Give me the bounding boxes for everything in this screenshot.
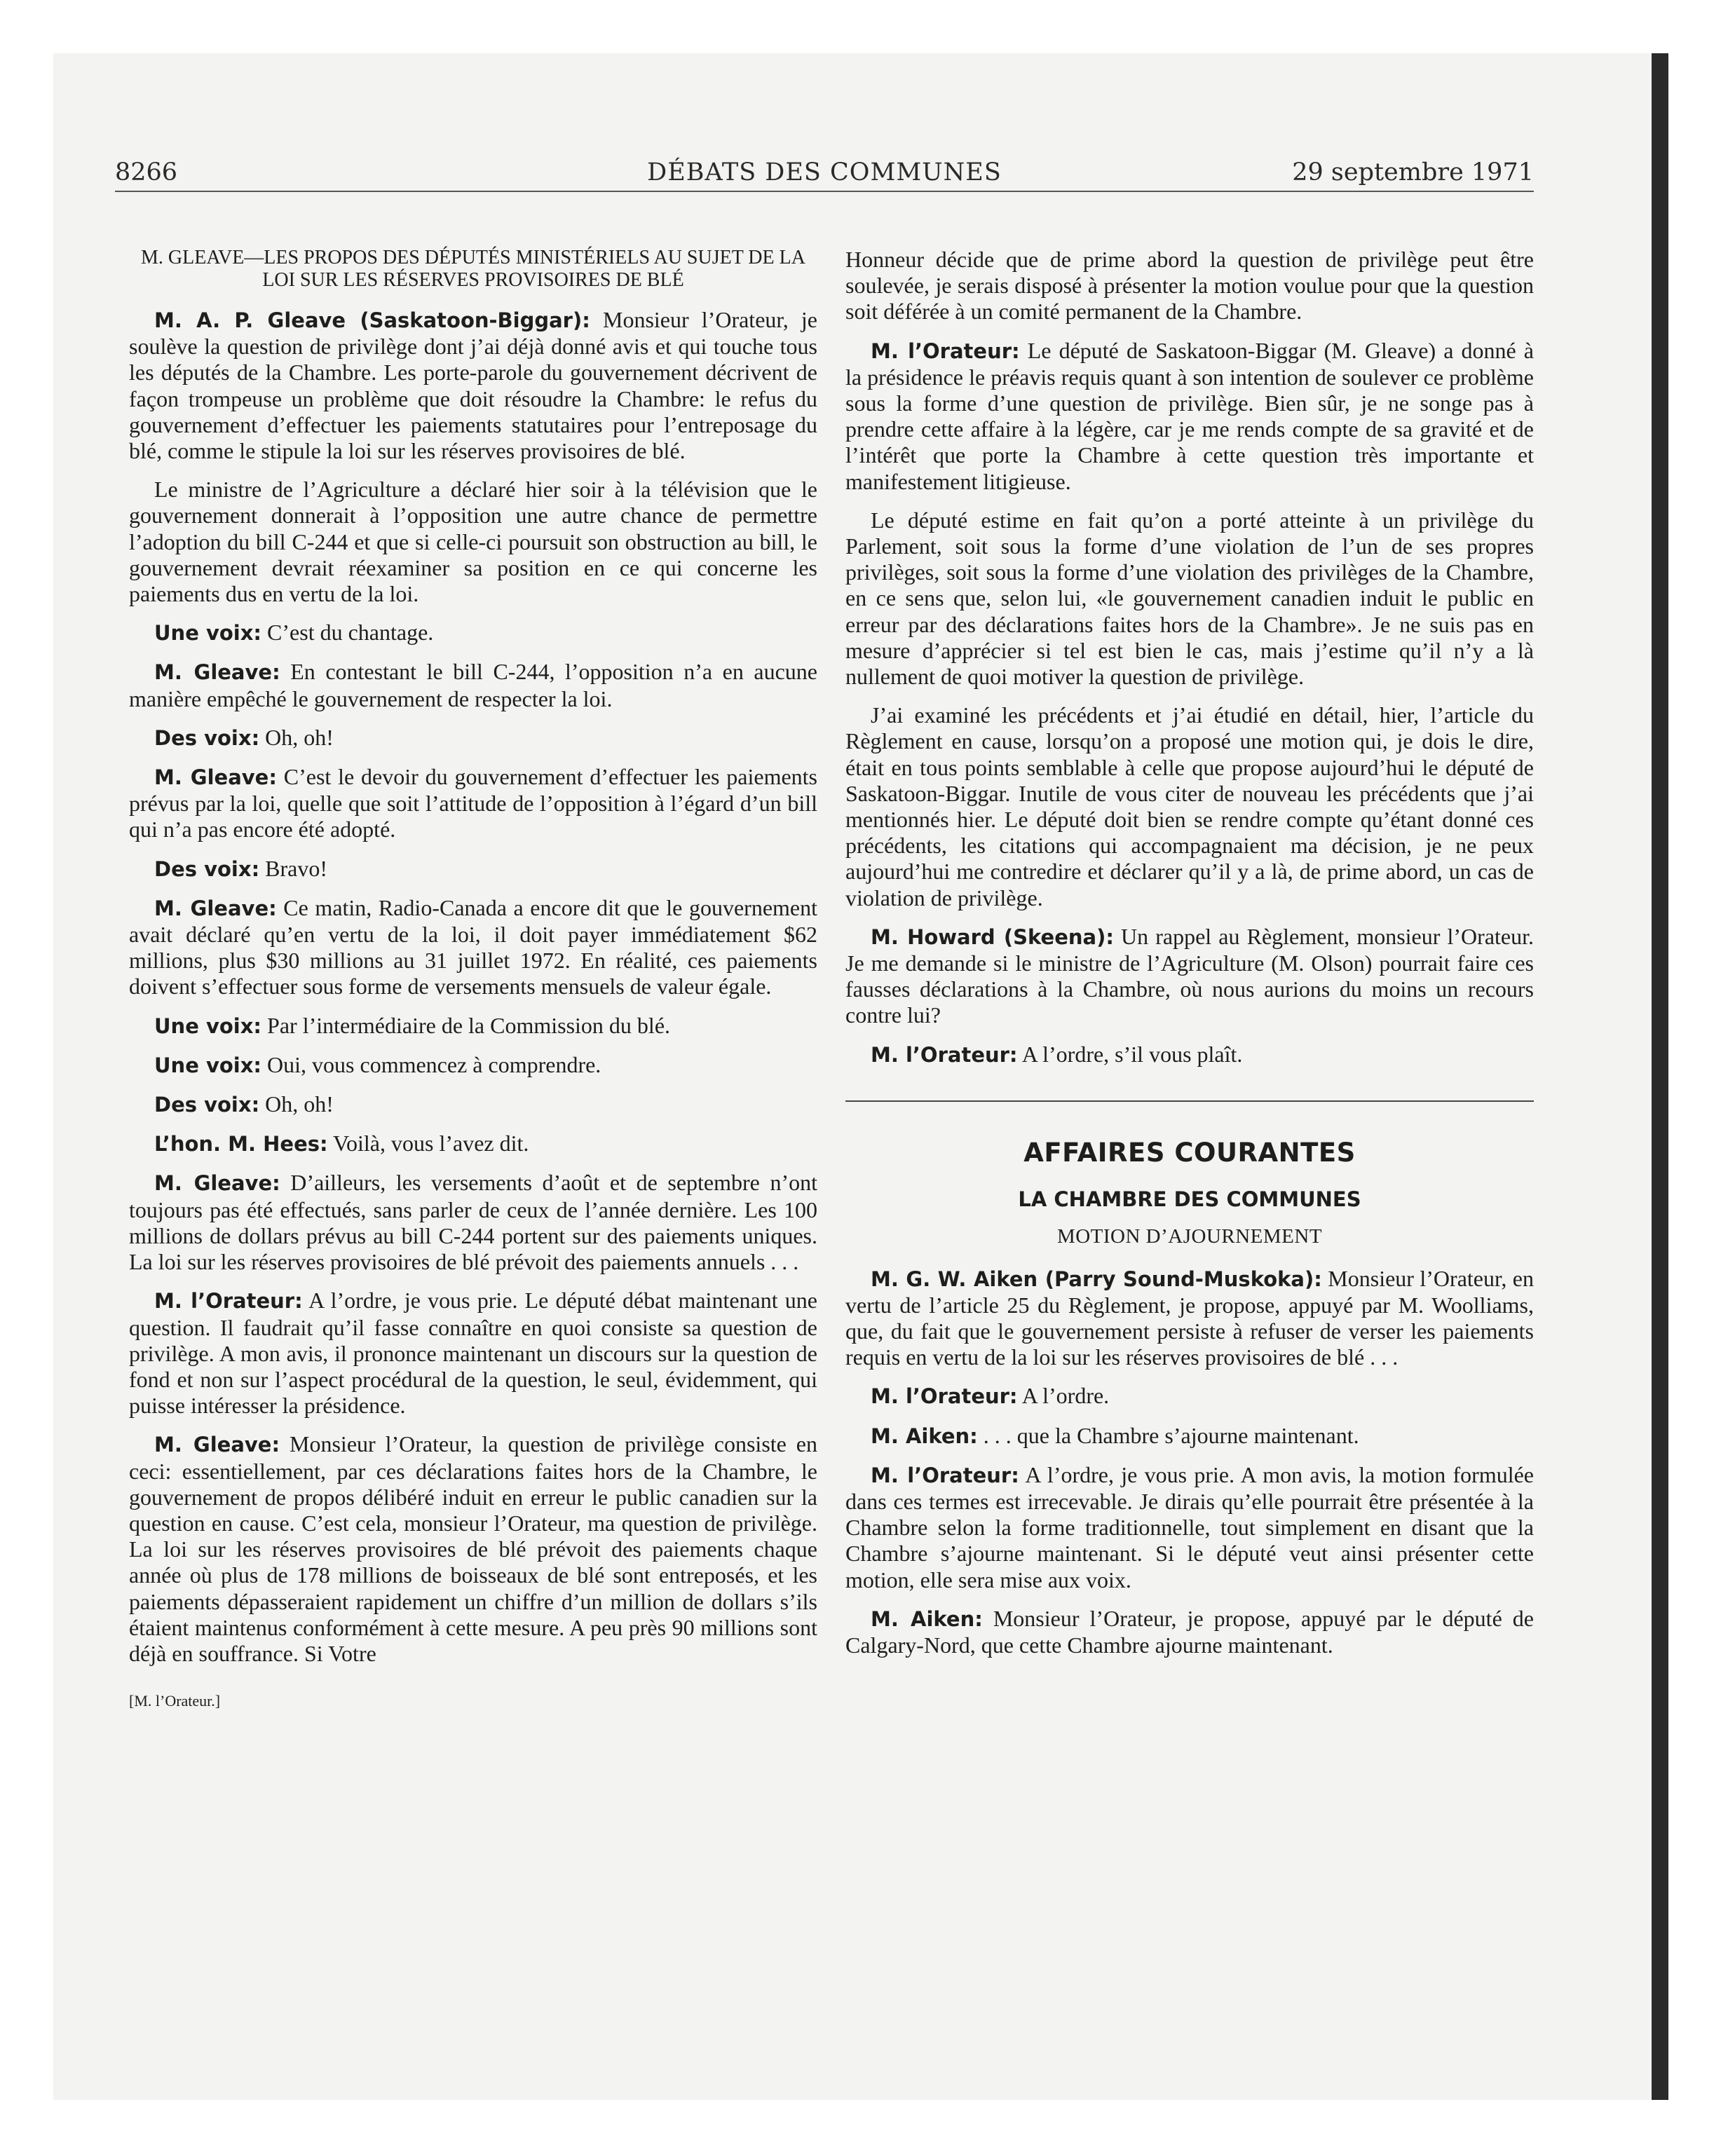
publication-date: 29 septembre 1971: [1292, 158, 1534, 186]
paragraph-text: Monsieur l’Orateur, la question de privilège consiste en ceci: essentiellement, par ces déclarations faites hors de la Chambre, le gouvernement de propos délibéré induit en erreur le public canadien sur la question en cause. C’est cela, monsieur l’Orateur, ma question de privilège. La loi sur les réserves provisoires de blé prévoit des paiements chaque année où plus de 178 millions de boisseaux de blé sont entreposés, et les paiements dépasseraient rapidement un chiffre d’un million de dollars s’ils étaient maintenus conformément à cette mesure. A peu près 90 millions sont déjà en souffrance. Si Votre: [129, 1431, 818, 1666]
paragraph: [129, 1052, 817, 1079]
paragraph: [129, 620, 817, 646]
paragraph-text: Monsieur l’Orateur, je propose, appuyé par le député de Calgary-Nord, que cette Chambre ajourne maintenant.: [845, 1605, 1534, 1658]
paragraph: [129, 895, 817, 1000]
section-title: M. GLEAVE—LES PROPOS DES DÉPUTÉS MINISTÉRIELS AU SUJET DE LA LOI SUR LES RÉSERVES PROVISOIRES DE BLÉ: [141, 247, 805, 291]
paragraph: [129, 1091, 817, 1118]
paragraph-text: Oui, vous commencez à comprendre.: [261, 1051, 601, 1077]
paragraph: [129, 1170, 817, 1275]
speaker-name: L’hon. M. Hees:: [154, 1132, 328, 1157]
paragraph: [129, 1288, 817, 1419]
paragraph: [845, 1606, 1534, 1658]
paragraph: [129, 307, 817, 464]
paragraph-text: C’est du chantage.: [261, 620, 434, 646]
paragraph: [129, 659, 817, 711]
speaker-name: M. Gleave:: [154, 896, 277, 920]
paragraph-text: C’est le devoir du gouvernement d’effectuer les paiements prévus par la loi, quelle que soit l’attitude de l’opposition à l’égard d’un bill qui n’a pas encore été adopté.: [129, 764, 818, 842]
speaker-name: M. A. P. Gleave (Saskatoon-Biggar):: [154, 308, 590, 332]
paragraph-text: Bravo!: [259, 855, 328, 881]
paragraph-text: D’ailleurs, les versements d’août et de septembre n’ont toujours pas été effectués, sans parler de ceux de l’année dernière. Les 100 millions de dollars prévus au bill C-244 portent sur des paiements uniques. La loi sur les réserves provisoires de blé prévoit des paiements annuels . . .: [129, 1170, 818, 1275]
right-column: [845, 247, 1534, 1671]
speaker-name: Une voix:: [154, 1053, 262, 1077]
left-paragraphs: [129, 307, 817, 1667]
header-rule: [115, 191, 1534, 192]
speaker-name: M. l’Orateur:: [871, 1042, 1018, 1067]
left-column: [129, 247, 817, 1714]
page-header: [115, 158, 1534, 193]
paragraph-text: Le député de Saskatoon-Biggar (M. Gleave) a donné à la présidence le préavis requis quant à son intention de soulever ce problème sous la forme d’une question de privilège. Bien sûr, je ne songe pas à prendre cette affaire à la légère, car je me rends compte de sa gravité et de l’intérêt que porte la Chambre à cette question très importante et manifestement litigieuse.: [845, 337, 1534, 494]
paragraph-text: J’ai examiné les précédents et j’ai étudié en détail, hier, l’article du Règlement en cause, lorsqu’on a proposé une motion qui, je dois le dire, était en tous points semblable à celle que propose aujourd’hui le député de Saskatoon-Biggar. Inutile de vous citer de nouveau les précédents que j’ai mentionnés hier. Le député doit bien se rendre compte qu’étant donné ces précédents, les citations qui accompagnaient ma décision, je ne peux aujourd’hui me contredire et déclarer qu’il y a là, de prime abord, un cas de violation de privilège.: [845, 702, 1534, 910]
paragraph-text: A l’ordre, je vous prie. Le député débat maintenant une question. Il faudrait qu’il fasse connaître en quoi consiste sa question de privilège. A mon avis, il prononce maintenant un discours sur la question de fond et non sur l’aspect procédural de la question, le seul, évidemment, qui puisse intéresser la présidence.: [129, 1288, 818, 1419]
speaker-name: Des voix:: [154, 725, 260, 750]
paragraph-text: Monsieur l’Orateur, je soulève la question de privilège dont j’ai déjà donné avis et qui touche tous les députés de la Chambre. Les porte-parole du gouvernement décrivent de façon trompeuse un problème que doit résoudre la Chambre: le refus du gouvernement d’effectuer les paiements statutaires pour l’entreposage du blé, comme le stipule la loi sur les réserves provisoires de blé.: [129, 307, 818, 464]
heading-chambre: LA CHAMBRE DES COMMUNES: [1018, 1187, 1361, 1212]
speaker-name: Une voix:: [154, 1014, 262, 1038]
paragraph: [845, 247, 1534, 325]
paragraph-text: A l’ordre.: [1017, 1383, 1110, 1409]
speaker-name: M. Gleave:: [154, 1433, 280, 1457]
paragraph-text: Par l’intermédiaire de la Commission du blé.: [261, 1012, 671, 1038]
speaker-name: M. l’Orateur:: [154, 1289, 303, 1314]
speaker-name: Une voix:: [154, 621, 262, 646]
paragraph-text: . . . que la Chambre s’ajourne maintenant.: [977, 1422, 1359, 1448]
paragraph-text: Le ministre de l’Agriculture a déclaré hier soir à la télévision que le gouvernement donnerait à l’opposition une autre chance de permettre l’adoption du bill C-244 et que si celle-ci poursuit son obstruction au bill, le gouvernement devrait réexaminer sa position en ce qui concerne les paiements dus en vertu de la loi.: [129, 477, 817, 607]
paragraph: [129, 725, 817, 751]
paragraph-text: Voilà, vous l’avez dit.: [327, 1131, 529, 1157]
paragraph-text: En contestant le bill C-244, l’opposition n’a en aucune manière empêché le gouvernement de respecter la loi.: [129, 659, 817, 711]
paragraph-text: A l’ordre, je vous prie. A mon avis, la motion formulée dans ces termes est irrecevable. Je dirais qu’elle pourrait être présentée à la Chambre selon la forme traditionnelle, tout simplement en disant que la Chambre s’ajourne maintenant. Si le député veut ainsi présenter cette motion, elle sera mise aux voix.: [845, 1461, 1535, 1592]
paragraph: [845, 1423, 1534, 1449]
speaker-name: M. Aiken:: [871, 1424, 978, 1448]
heading-motion: MOTION D’AJOURNEMENT: [1056, 1225, 1323, 1248]
speaker-name: M. Gleave:: [154, 1171, 280, 1196]
speaker-name: M. Gleave:: [154, 765, 277, 790]
paragraph: [129, 1131, 817, 1157]
paragraph: [845, 507, 1534, 690]
paragraph: [845, 1042, 1534, 1068]
speaker-name: M. l’Orateur:: [871, 339, 1020, 363]
paragraph: [845, 702, 1534, 911]
paragraph-text: Honneur décide que de prime abord la question de privilège peut être soulevée, je serais disposé à présenter la motion voulue pour que la question soit déférée à un comité permanent de la Chambre.: [845, 247, 1534, 325]
paragraph: [845, 338, 1534, 495]
paragraph-text: Un rappel au Règlement, monsieur l’Orateur. Je me demande si le ministre de l’Agriculture (M. Olson) pourrait faire ces fausses déclarations à la Chambre, où nous aurions du moins un recours contre lui?: [845, 923, 1535, 1028]
paragraph: [129, 764, 817, 843]
speaker-name: Des voix:: [154, 1093, 260, 1117]
speaker-name: M. Howard (Skeena):: [871, 925, 1114, 949]
paragraph-text: A l’ordre, s’il vous plaît.: [1017, 1041, 1243, 1067]
paragraph: [845, 1462, 1534, 1593]
section-divider: [845, 1100, 1534, 1102]
paragraph-text: Oh, oh!: [259, 1091, 334, 1117]
page-edge-shadow: [1652, 53, 1668, 2100]
page-number: 8266: [115, 158, 178, 186]
speaker-name: M. l’Orateur:: [871, 1384, 1018, 1409]
paragraph: [845, 1383, 1534, 1410]
paragraph: [845, 924, 1534, 1029]
footer-note: [M. l’Orateur.]: [129, 1692, 221, 1710]
speaker-name: M. Gleave:: [154, 660, 280, 685]
paragraph: [129, 1013, 817, 1039]
right-paragraphs-top: [845, 247, 1534, 1068]
paragraph-text: Oh, oh!: [259, 724, 334, 750]
speaker-name: M. l’Orateur:: [871, 1463, 1019, 1487]
paragraph: [129, 477, 817, 607]
speaker-name: M. Aiken:: [871, 1606, 983, 1631]
paragraph-text: Le député estime en fait qu’on a porté atteinte à un privilège du Parlement, soit sous la forme d’une violation de l’un de ses propres privilèges, soit sous la forme d’une violation des privilèges de la Chambre, en ce sens que, selon lui, «le gouvernement canadien induit le public en erreur par des déclarations faites hors de la Chambre». Je ne suis pas en mesure d’apprécier si tel est bien le cas, mais j’estime qu’il n’y a là nullement de quoi motiver la question de privilège.: [845, 507, 1534, 690]
heading-affaires-courantes: AFFAIRES COURANTES: [1023, 1137, 1356, 1168]
speaker-name: Des voix:: [154, 857, 260, 881]
paragraph-text: Ce matin, Radio-Canada a encore dit que le gouvernement avait déclaré qu’en vertu de la loi, il doit payer immédiatement $62 millions, plus $30 millions au 31 juillet 1972. En réalité, ces paiements doivent s’effectuer sous forme de versements mensuels de valeur égale.: [129, 894, 818, 999]
paragraph: [129, 856, 817, 882]
publication-title: DÉBATS DES COMMUNES: [647, 158, 1002, 186]
paragraph: [845, 1266, 1534, 1371]
paragraph: [129, 1431, 817, 1667]
paragraph-text: Monsieur l’Orateur, en vertu de l’article 25 du Règlement, je propose, appuyé par M. Woolliams, que, du fait que le gouvernement persiste à refuser de verser les paiements requis en vertu de la loi sur les réserves provisoires de blé . . .: [845, 1265, 1535, 1370]
speaker-name: M. G. W. Aiken (Parry Sound-Muskoka):: [871, 1267, 1322, 1291]
right-paragraphs-bottom: [845, 1266, 1534, 1659]
